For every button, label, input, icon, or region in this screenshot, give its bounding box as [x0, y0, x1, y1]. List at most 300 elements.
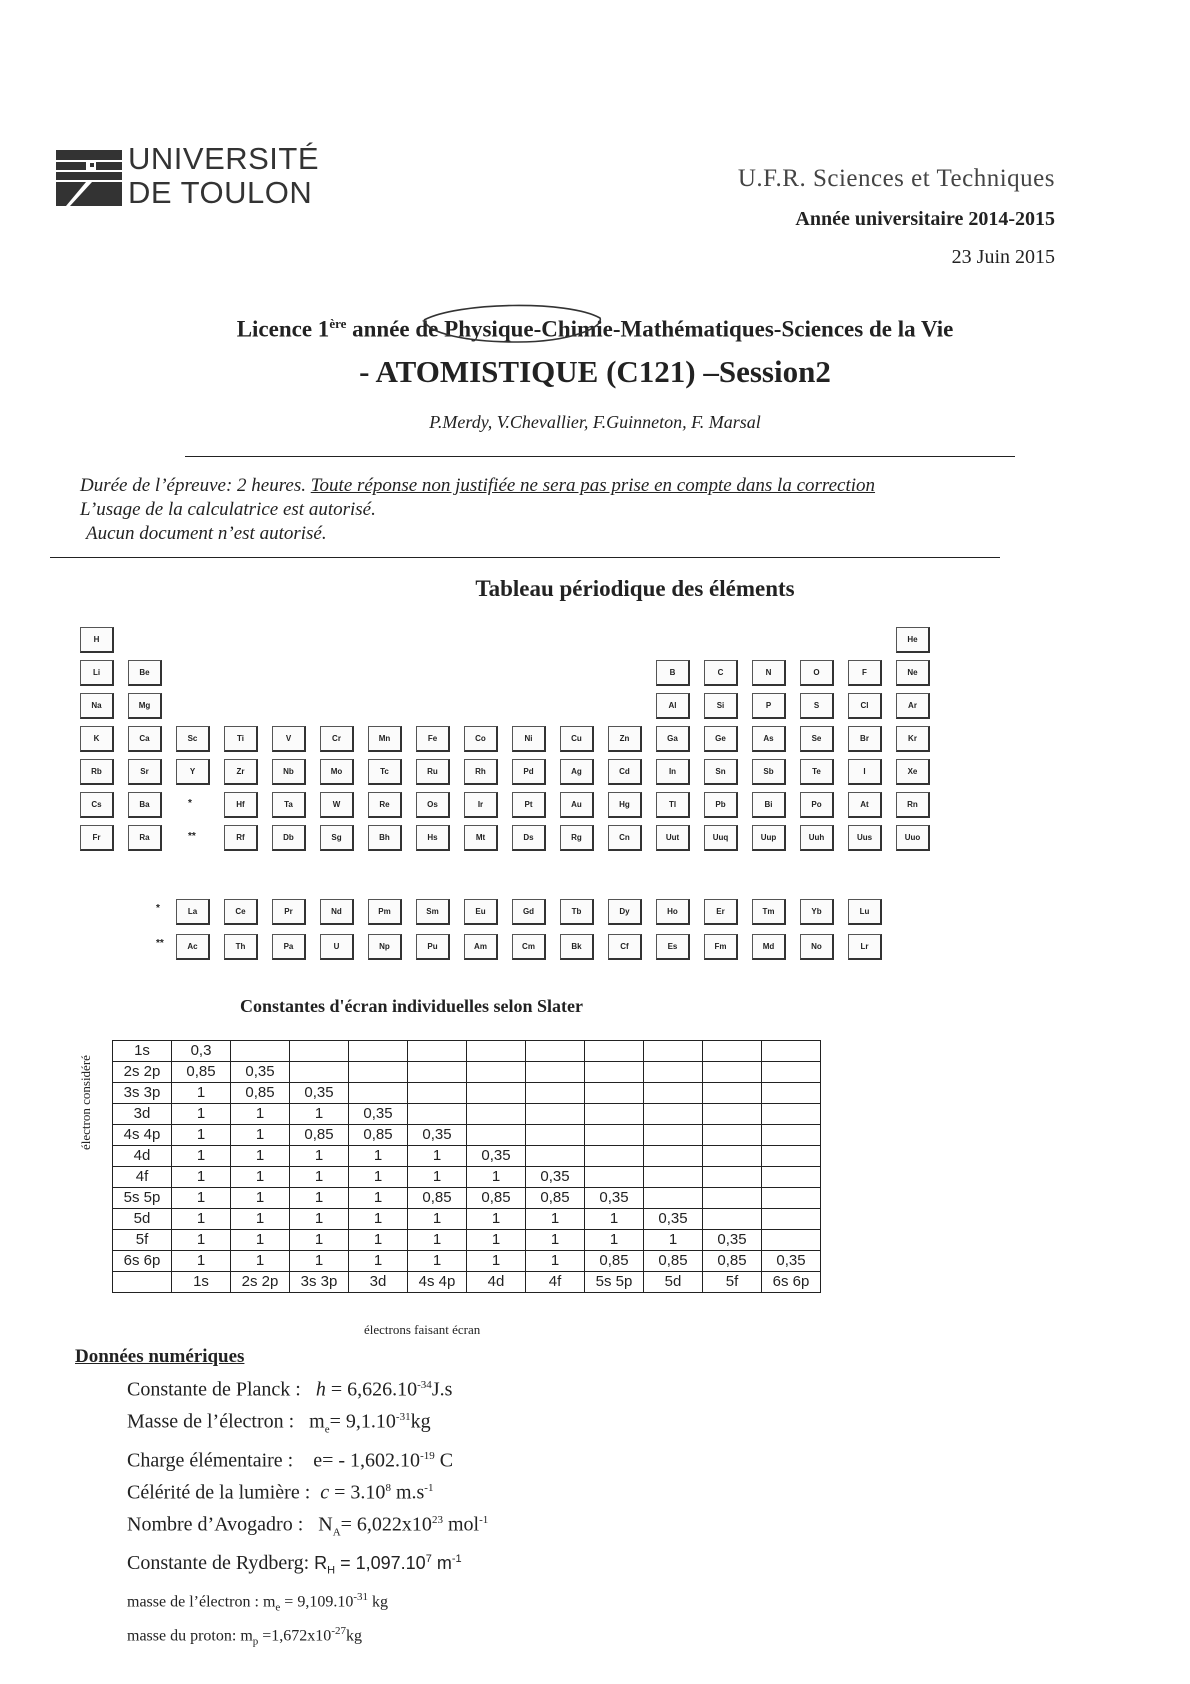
series-marker: *: [156, 903, 160, 914]
slater-value: 0,35: [231, 1062, 290, 1083]
slater-value: [467, 1083, 526, 1104]
element-cell: S: [800, 693, 834, 719]
slater-value: 1: [290, 1209, 349, 1230]
col-label: 4f: [526, 1272, 585, 1293]
element-cell: Ce: [224, 899, 258, 925]
element-cell: Pb: [704, 792, 738, 818]
slater-col-header-row: [113, 1272, 821, 1293]
slater-value: [526, 1125, 585, 1146]
element-cell: Fm: [704, 934, 738, 960]
col-label: 4s 4p: [408, 1272, 467, 1293]
slater-value: 1: [408, 1251, 467, 1272]
periodic-table-title: Tableau périodique des éléments: [475, 576, 795, 601]
slater-value: 1: [585, 1230, 644, 1251]
element-cell: Cd: [608, 759, 642, 785]
slater-value: 0,35: [703, 1230, 762, 1251]
element-cell: Mg: [128, 693, 162, 719]
slater-value: [703, 1083, 762, 1104]
slater-value: [762, 1188, 821, 1209]
slater-value: [703, 1209, 762, 1230]
slater-value: 1: [290, 1167, 349, 1188]
element-cell: Tc: [368, 759, 402, 785]
slater-value: 1: [349, 1230, 408, 1251]
element-cell: Pm: [368, 899, 402, 925]
element-cell: Co: [464, 726, 498, 752]
slater-value: [762, 1230, 821, 1251]
slater-value: [526, 1146, 585, 1167]
element-cell: N: [752, 660, 786, 686]
slater-value: 1: [349, 1146, 408, 1167]
slater-value: 1: [172, 1167, 231, 1188]
element-cell: Rh: [464, 759, 498, 785]
ufr-label: U.F.R. Sciences et Techniques: [737, 165, 1055, 192]
element-cell: Uuh: [800, 825, 834, 851]
element-cell: Mn: [368, 726, 402, 752]
slater-value: 1: [644, 1230, 703, 1251]
element-cell: Cu: [560, 726, 594, 752]
element-cell: Nd: [320, 899, 354, 925]
slater-value: 1: [467, 1230, 526, 1251]
slater-row: [113, 1104, 821, 1125]
element-cell: Ra: [128, 825, 162, 851]
element-cell: H: [80, 627, 114, 653]
corner-cell: [113, 1272, 172, 1293]
element-cell: Ge: [704, 726, 738, 752]
element-cell: Uus: [848, 825, 882, 851]
slater-value: [231, 1041, 290, 1062]
element-cell: Ir: [464, 792, 498, 818]
slater-value: [290, 1062, 349, 1083]
university-name: UNIVERSITÉ DE TOULON: [128, 141, 320, 210]
col-label: 5f: [703, 1272, 762, 1293]
slater-value: [290, 1041, 349, 1062]
row-label: 5f: [113, 1230, 172, 1251]
element-cell: Y: [176, 759, 210, 785]
row-label: 4f: [113, 1167, 172, 1188]
element-cell: Yb: [800, 899, 834, 925]
course-title: - ATOMISTIQUE (C121) –Session2: [359, 354, 831, 389]
speed-of-light: Célérité de la lumière : $c = 3.10^8$ $m.s^{-1}$: [127, 1481, 434, 1504]
slater-value: [349, 1062, 408, 1083]
slater-value: 1: [467, 1251, 526, 1272]
donnees-title: Données numériques: [75, 1346, 245, 1367]
slater-value: 1: [467, 1209, 526, 1230]
constants-list: [127, 1372, 488, 1654]
slater-value: [408, 1083, 467, 1104]
row-label: 4s 4p: [113, 1125, 172, 1146]
element-cell: Au: [560, 792, 594, 818]
divider-bottom: [50, 557, 1000, 558]
col-label: 1s: [172, 1272, 231, 1293]
element-cell: Cr: [320, 726, 354, 752]
slater-value: 0,35: [467, 1146, 526, 1167]
col-label: 3s 3p: [290, 1272, 349, 1293]
slater-value: 1: [231, 1125, 290, 1146]
element-cell: Mt: [464, 825, 498, 851]
slater-value: [644, 1041, 703, 1062]
slater-value: [408, 1041, 467, 1062]
slater-value: 0,35: [585, 1188, 644, 1209]
element-cell: O: [800, 660, 834, 686]
element-cell: Pu: [416, 934, 450, 960]
slater-value: 1: [172, 1230, 231, 1251]
element-cell: Te: [800, 759, 834, 785]
element-cell: Nb: [272, 759, 306, 785]
slater-value: [703, 1188, 762, 1209]
element-cell: Zr: [224, 759, 258, 785]
slater-value: [467, 1125, 526, 1146]
slater-row: [113, 1146, 821, 1167]
slater-value: 1: [290, 1104, 349, 1125]
element-cell: Db: [272, 825, 306, 851]
slater-value: 1: [172, 1209, 231, 1230]
exam-date: 23 Juin 2015: [951, 246, 1055, 268]
col-label: 4d: [467, 1272, 526, 1293]
element-cell: Al: [656, 693, 690, 719]
slater-value: [585, 1083, 644, 1104]
warning-text: Toute réponse non justifiée ne sera pas prise en compte dans la correction: [310, 475, 876, 496]
elementary-charge: Charge élémentaire : $e= - 1,602.10^{-19}$ C: [127, 1449, 454, 1472]
row-label: 3d: [113, 1104, 172, 1125]
slater-value: [585, 1125, 644, 1146]
element-cell: Ds: [512, 825, 546, 851]
element-cell: Rn: [896, 792, 930, 818]
col-label: 2s 2p: [231, 1272, 290, 1293]
slater-value: [703, 1167, 762, 1188]
slater-row: [113, 1188, 821, 1209]
slater-value: 0,85: [408, 1188, 467, 1209]
element-cell: Ca: [128, 726, 162, 752]
slater-value: 1: [526, 1230, 585, 1251]
element-cell: Hs: [416, 825, 450, 851]
slater-value: [585, 1146, 644, 1167]
row-label: 4d: [113, 1146, 172, 1167]
element-cell: B: [656, 660, 690, 686]
slater-value: [349, 1083, 408, 1104]
element-cell: At: [848, 792, 882, 818]
slater-value: 0,85: [467, 1188, 526, 1209]
element-cell: Zn: [608, 726, 642, 752]
slater-value: [585, 1167, 644, 1188]
slater-row: [113, 1251, 821, 1272]
element-cell: Ga: [656, 726, 690, 752]
series-marker: *: [188, 798, 192, 809]
slater-value: 0,35: [644, 1209, 703, 1230]
slater-value: [703, 1062, 762, 1083]
slater-value: 1: [467, 1167, 526, 1188]
element-cell: U: [320, 934, 354, 960]
slater-value: [467, 1062, 526, 1083]
element-cell: Ac: [176, 934, 210, 960]
authors: P.Merdy, V.Chevallier, F.Guinneton, F. Marsal: [429, 412, 761, 432]
slater-row: [113, 1083, 821, 1104]
slater-value: [762, 1125, 821, 1146]
planck-constant: Constante de Planck : $h = 6,626.10^{-34}J.s$: [127, 1378, 453, 1401]
slater-value: 0,35: [526, 1167, 585, 1188]
slater-row: [113, 1209, 821, 1230]
documents-text: Aucun document n’est autorisé.: [86, 523, 327, 544]
element-cell: Md: [752, 934, 786, 960]
slater-value: 0,35: [408, 1125, 467, 1146]
element-cell: Es: [656, 934, 690, 960]
element-cell: Sr: [128, 759, 162, 785]
series-marker: **: [156, 938, 164, 949]
handwritten-circle-mark: [418, 298, 608, 348]
element-cell: Ba: [128, 792, 162, 818]
element-cell: Hf: [224, 792, 258, 818]
element-cell: Ar: [896, 693, 930, 719]
element-cell: Se: [800, 726, 834, 752]
slater-value: 0,85: [290, 1125, 349, 1146]
element-cell: Uuo: [896, 825, 930, 851]
element-cell: Hg: [608, 792, 642, 818]
element-cell: Xe: [896, 759, 930, 785]
slater-value: [408, 1062, 467, 1083]
slater-value: 1: [231, 1209, 290, 1230]
element-cell: Fe: [416, 726, 450, 752]
slater-row: [113, 1125, 821, 1146]
slater-value: [703, 1125, 762, 1146]
slater-value: 0,85: [349, 1125, 408, 1146]
rydberg-constant: Constante de Rydberg: $R_H = 1,097.10^7$ $m^{-1}$: [127, 1552, 462, 1577]
slater-value: 0,35: [290, 1083, 349, 1104]
element-cell: V: [272, 726, 306, 752]
electron-mass-precise: masse de l’électron : $m_e = 9,109.10^{-31}$ kg: [127, 1590, 388, 1614]
element-cell: Lr: [848, 934, 882, 960]
element-cell: Np: [368, 934, 402, 960]
element-cell: Th: [224, 934, 258, 960]
element-cell: Sn: [704, 759, 738, 785]
row-label: 1s: [113, 1041, 172, 1062]
element-cell: Dy: [608, 899, 642, 925]
slater-value: 1: [172, 1251, 231, 1272]
slater-value: 0,35: [762, 1251, 821, 1272]
slater-value: 1: [349, 1251, 408, 1272]
slater-value: [762, 1083, 821, 1104]
element-cell: La: [176, 899, 210, 925]
slater-value: [644, 1188, 703, 1209]
slater-value: 1: [408, 1209, 467, 1230]
calculator-text: L’usage de la calculatrice est autorisé.: [80, 499, 376, 520]
element-cell: Ne: [896, 660, 930, 686]
element-cell: Cf: [608, 934, 642, 960]
slater-value: [526, 1062, 585, 1083]
element-cell: He: [896, 627, 930, 653]
col-label: 3d: [349, 1272, 408, 1293]
element-cell: Bh: [368, 825, 402, 851]
slater-value: [644, 1083, 703, 1104]
slater-value: 1: [231, 1188, 290, 1209]
col-label: 5d: [644, 1272, 703, 1293]
slater-value: [644, 1125, 703, 1146]
element-cell: Gd: [512, 899, 546, 925]
slater-row: [113, 1167, 821, 1188]
element-cell: Uuq: [704, 825, 738, 851]
slater-value: 0,85: [231, 1083, 290, 1104]
slater-value: 1: [172, 1146, 231, 1167]
slater-row: [113, 1062, 821, 1083]
slater-value: [762, 1062, 821, 1083]
col-label: 5s 5p: [585, 1272, 644, 1293]
slater-value: 1: [526, 1209, 585, 1230]
slater-value: [644, 1167, 703, 1188]
slater-value: 1: [231, 1146, 290, 1167]
slater-value: 1: [408, 1167, 467, 1188]
proton-mass: masse du proton: $m_p =1,672x10^{-27}kg$: [127, 1625, 362, 1648]
slater-value: [526, 1104, 585, 1125]
element-cell: W: [320, 792, 354, 818]
element-cell: Tm: [752, 899, 786, 925]
element-cell: Uup: [752, 825, 786, 851]
slater-value: [585, 1041, 644, 1062]
element-cell: In: [656, 759, 690, 785]
element-cell: Sg: [320, 825, 354, 851]
slater-value: 0,85: [703, 1251, 762, 1272]
element-cell: Be: [128, 660, 162, 686]
slater-value: 1: [172, 1188, 231, 1209]
slater-title: Constantes d'écran individuelles selon Slater: [240, 996, 584, 1016]
element-cell: Na: [80, 693, 114, 719]
element-cell: Eu: [464, 899, 498, 925]
slater-value: [349, 1041, 408, 1062]
slater-value: 1: [290, 1188, 349, 1209]
element-cell: Tl: [656, 792, 690, 818]
element-cell: Rg: [560, 825, 594, 851]
slater-value: 1: [290, 1230, 349, 1251]
slater-value: [762, 1146, 821, 1167]
slater-value: 1: [349, 1209, 408, 1230]
element-cell: Os: [416, 792, 450, 818]
element-cell: No: [800, 934, 834, 960]
divider-top: [185, 456, 1015, 457]
element-cell: As: [752, 726, 786, 752]
slater-value: 1: [585, 1209, 644, 1230]
element-cell: Ta: [272, 792, 306, 818]
slater-value: [644, 1146, 703, 1167]
element-cell: Ru: [416, 759, 450, 785]
slater-value: [703, 1146, 762, 1167]
element-cell: Mo: [320, 759, 354, 785]
element-cell: Uut: [656, 825, 690, 851]
slater-value: [762, 1209, 821, 1230]
element-cell: P: [752, 693, 786, 719]
row-label: 5s 5p: [113, 1188, 172, 1209]
slater-value: 1: [408, 1230, 467, 1251]
element-cell: Po: [800, 792, 834, 818]
element-cell: Sm: [416, 899, 450, 925]
slater-row: [113, 1230, 821, 1251]
element-cell: Sb: [752, 759, 786, 785]
slater-value: 0,85: [644, 1251, 703, 1272]
element-cell: Ag: [560, 759, 594, 785]
slater-value: 1: [231, 1251, 290, 1272]
element-cell: Lu: [848, 899, 882, 925]
slater-value: [408, 1104, 467, 1125]
element-cell: Pr: [272, 899, 306, 925]
slater-value: 0,35: [349, 1104, 408, 1125]
element-cell: Rb: [80, 759, 114, 785]
slater-value: 0,85: [172, 1062, 231, 1083]
element-cell: Ni: [512, 726, 546, 752]
element-cell: K: [80, 726, 114, 752]
element-cell: Er: [704, 899, 738, 925]
element-cell: Br: [848, 726, 882, 752]
slater-value: 1: [172, 1104, 231, 1125]
slater-value: [762, 1041, 821, 1062]
element-cell: Ho: [656, 899, 690, 925]
slater-value: [644, 1104, 703, 1125]
exam-rules: [80, 474, 875, 546]
slater-value: [526, 1083, 585, 1104]
element-cell: Sc: [176, 726, 210, 752]
element-cell: Pa: [272, 934, 306, 960]
slater-value: [762, 1104, 821, 1125]
slater-value: 1: [408, 1146, 467, 1167]
slater-value: [526, 1041, 585, 1062]
licence-line: Licence 1ère année de Physique-Chimie-Mathématiques-Sciences de la Vie: [236, 316, 954, 342]
series-marker: **: [188, 831, 196, 842]
slater-value: 1: [349, 1167, 408, 1188]
row-label: 2s 2p: [113, 1062, 172, 1083]
col-axis-label: électrons faisant écran: [364, 1322, 481, 1337]
slater-value: 1: [231, 1230, 290, 1251]
element-cell: Cl: [848, 693, 882, 719]
avogadro-number: Nombre d’Avogadro : $N_A= 6,022x10^{23}$ mol$^{-1}$: [127, 1513, 489, 1539]
slater-row: [113, 1041, 821, 1062]
row-label: 5d: [113, 1209, 172, 1230]
slater-value: 1: [172, 1125, 231, 1146]
university-logo-icon: [56, 150, 122, 206]
slater-value: [585, 1104, 644, 1125]
slater-value: [703, 1041, 762, 1062]
element-cell: Re: [368, 792, 402, 818]
element-cell: Rf: [224, 825, 258, 851]
slater-value: 1: [172, 1083, 231, 1104]
slater-value: [585, 1062, 644, 1083]
slater-value: 0,85: [526, 1188, 585, 1209]
element-cell: Cm: [512, 934, 546, 960]
slater-value: 1: [349, 1188, 408, 1209]
slater-value: [467, 1041, 526, 1062]
slater-value: [762, 1167, 821, 1188]
element-cell: Bk: [560, 934, 594, 960]
slater-value: [703, 1104, 762, 1125]
slater-value: 0,3: [172, 1041, 231, 1062]
element-cell: I: [848, 759, 882, 785]
row-label: 6s 6p: [113, 1251, 172, 1272]
row-label: 3s 3p: [113, 1083, 172, 1104]
slater-value: 1: [526, 1251, 585, 1272]
electron-mass: Masse de l’électron : $m_e= 9,1.10^{-31}kg$: [127, 1410, 431, 1436]
slater-value: 1: [231, 1104, 290, 1125]
slater-value: [467, 1104, 526, 1125]
element-cell: Tb: [560, 899, 594, 925]
academic-year: Année universitaire 2014-2015: [795, 208, 1055, 230]
element-cell: Li: [80, 660, 114, 686]
slater-value: [644, 1062, 703, 1083]
element-cell: Ti: [224, 726, 258, 752]
element-cell: Pd: [512, 759, 546, 785]
element-cell: Si: [704, 693, 738, 719]
element-cell: Cs: [80, 792, 114, 818]
col-label: 6s 6p: [762, 1272, 821, 1293]
duration-text: Durée de l’épreuve: 2 heures.: [80, 475, 306, 496]
slater-table: [112, 1040, 821, 1293]
element-cell: Am: [464, 934, 498, 960]
element-cell: Kr: [896, 726, 930, 752]
element-cell: Cn: [608, 825, 642, 851]
element-cell: C: [704, 660, 738, 686]
